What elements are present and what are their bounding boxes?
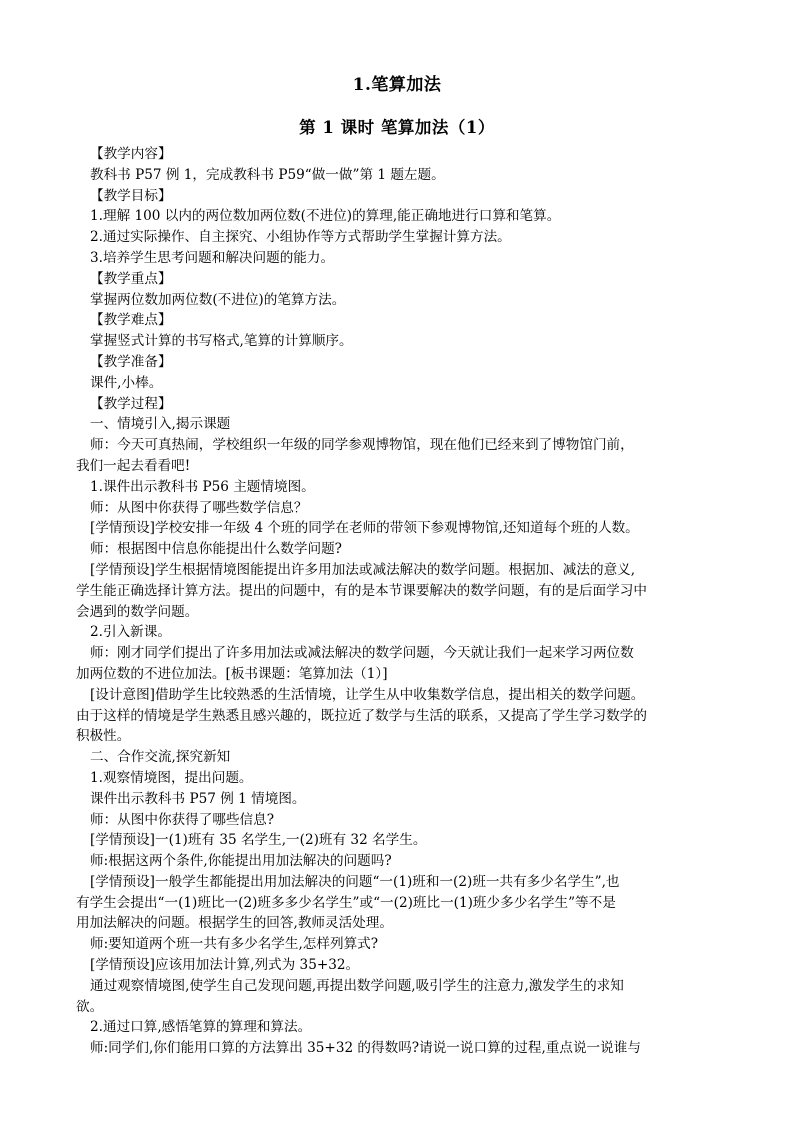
text-line: 【教学准备】 bbox=[90, 353, 172, 370]
text-line: 课件出示教科书 P57 例 1 情境图。 bbox=[90, 790, 306, 807]
text-line: 用加法解决的问题。根据学生的回答,教师灵活处理。 bbox=[76, 915, 393, 932]
text-line: 1.课件出示教科书 P56 主题情境图。 bbox=[90, 478, 315, 495]
text-line: 教科书 P57 例 1，完成教科书 P59“做一做”第 1 题左题。 bbox=[90, 166, 445, 183]
text-line: 师:要知道两个班一共有多少名学生,怎样列算式? bbox=[90, 936, 379, 953]
text-line: 1.理解 100 以内的两位数加两位数(不进位)的算理,能正确地进行口算和笔算。 bbox=[90, 208, 561, 225]
text-line: 师：从图中你获得了哪些信息? bbox=[90, 811, 275, 828]
text-line: 2.引入新课。 bbox=[90, 624, 171, 641]
text-line: 我们一起去看看吧! bbox=[76, 457, 191, 474]
lesson-title: 第 1 课时 笔算加法（1） bbox=[299, 118, 495, 137]
text-line: [学情预设]学校安排一年级 4 个班的同学在老师的带领下参观博物馆,还知道每个班的人数。 bbox=[90, 520, 639, 537]
text-line: 学生能正确选择计算方法。提出的问题中，有的是本节课要解决的数学问题，有的是后面学习中 bbox=[76, 582, 647, 599]
text-line: 【教学目标】 bbox=[90, 187, 172, 204]
text-line: 加两位数的不进位加法。[板书课题：笔算加法（1）] bbox=[76, 665, 388, 682]
text-line: 师:同学们,你们能用口算的方法算出 35+32 的得数吗?请说一说口算的过程,重点说一说谁与 bbox=[90, 1040, 641, 1057]
text-line: 掌握两位数加两位数(不进位)的笔算方法。 bbox=[90, 291, 346, 308]
text-line: 二、合作交流,探究新知 bbox=[90, 749, 231, 766]
text-line: 3.培养学生思考问题和解决问题的能力。 bbox=[90, 249, 335, 266]
text-line: 师：刚才同学们提出了许多用加法或减法解决的数学问题，今天就让我们一起来学习两位数 bbox=[90, 645, 634, 662]
text-line: 【教学难点】 bbox=[90, 312, 172, 329]
text-line: 师：从图中你获得了哪些数学信息？ bbox=[90, 499, 308, 516]
text-line: [学情预设]一般学生都能提出用加法解决的问题“一(1)班和一(2)班一共有多少名学生”,也 bbox=[90, 873, 620, 890]
text-line: 【教学过程】 bbox=[90, 395, 172, 412]
text-line: 积极性。 bbox=[76, 728, 131, 745]
text-line: 2.通过实际操作、自主探究、小组协作等方式帮助学生掌握计算方法。 bbox=[90, 229, 511, 246]
text-line: 会遇到的数学问题。 bbox=[76, 603, 199, 620]
text-line: 有学生会提出“一(1)班比一(2)班多多少名学生”或“一(2)班比一(1)班少多少名学生”等不是 bbox=[76, 894, 616, 911]
text-line: 通过观察情境图,使学生自己发现问题,再提出数学问题,吸引学生的注意力,激发学生的求知 bbox=[90, 977, 624, 994]
text-line: [设计意图]借助学生比较熟悉的生活情境，让学生从中收集数学信息，提出相关的数学问题。 bbox=[90, 686, 645, 703]
text-line: 【教学内容】 bbox=[90, 146, 172, 162]
text-line: 一、情境引入,揭示课题 bbox=[90, 416, 231, 433]
text-line: 2.通过口算,感悟笔算的算理和算法。 bbox=[90, 1019, 312, 1036]
section-title: 1.笔算加法 bbox=[352, 75, 442, 95]
text-line: [学情预设]一(1)班有 35 名学生,一(2)班有 32 名学生。 bbox=[90, 832, 427, 849]
text-line: 师：今天可真热闹，学校组织一年级的同学参观博物馆，现在他们已经来到了博物馆门前， bbox=[90, 437, 634, 454]
text-line: 师:根据这两个条件,你能提出用加法解决的问题吗? bbox=[90, 853, 392, 870]
text-line: 1.观察情境图，提出问题。 bbox=[90, 769, 253, 786]
text-line: [学情预设]应该用加法计算,列式为 35+32。 bbox=[90, 957, 360, 974]
text-line: 由于这样的情境是学生熟悉且感兴趣的，既拉近了数学与生活的联系，又提高了学生学习数学的 bbox=[76, 707, 647, 724]
text-line: 【教学重点】 bbox=[90, 270, 172, 287]
lesson-body bbox=[76, 144, 740, 1059]
text-line: 课件,小棒。 bbox=[90, 374, 163, 391]
text-line: [学情预设]学生根据情境图能提出许多用加法或减法解决的数学问题。根据加、减法的意义, bbox=[90, 561, 636, 578]
text-line: 师：根据图中信息你能提出什么数学问题? bbox=[90, 541, 342, 558]
text-line: 欲。 bbox=[76, 998, 104, 1015]
text-line: 掌握竖式计算的书写格式,笔算的计算顺序。 bbox=[90, 333, 353, 350]
